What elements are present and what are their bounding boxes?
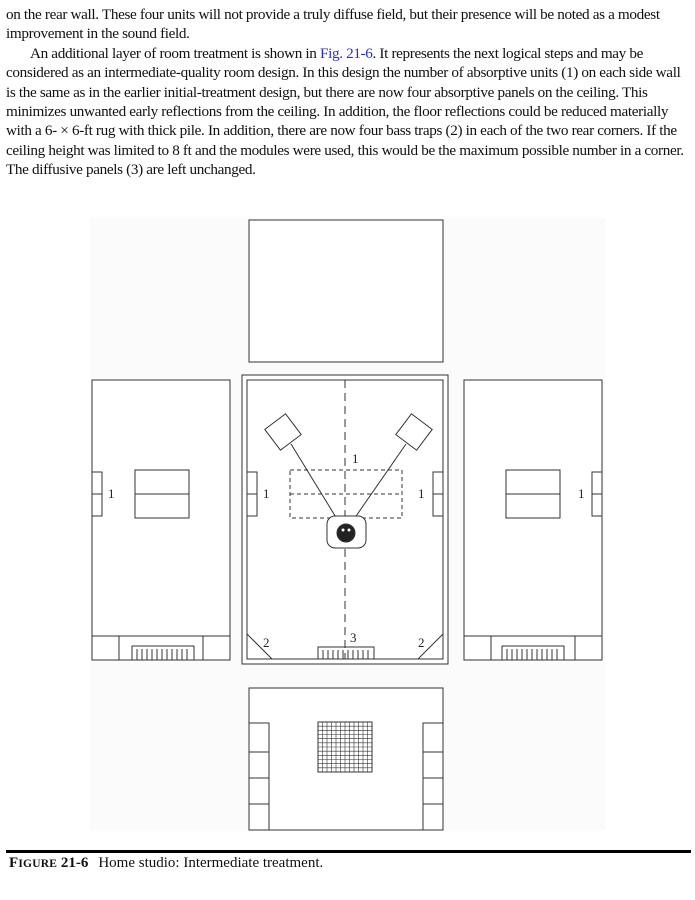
figure-caption — [9, 854, 323, 873]
left-bass-trap-label-2: 2 — [263, 635, 270, 650]
body-text — [6, 5, 691, 180]
floor-plan — [242, 375, 448, 664]
listener-head — [337, 524, 355, 542]
left-wall — [92, 380, 230, 660]
caption-label — [9, 855, 57, 871]
caption-label-first: F — [9, 855, 19, 871]
right-bass-trap-label-2: 2 — [418, 635, 425, 650]
right-wall-label-1: 1 — [578, 486, 585, 501]
paragraph-2-intro: An additional layer of room treatment is shown in — [30, 44, 320, 62]
caption-rule — [6, 850, 691, 853]
centerline-label-1: 1 — [352, 451, 359, 466]
paragraph-1: on the rear wall. These four units will not provide a truly diffuse field, but their presence will be noted as a modest improvement in the sound field. — [6, 6, 660, 43]
paragraph-2-body: . It represents the next logical steps and may be considered as an intermediate-quality room design. In this design the number of absorptive units (1) on each side wall is the same as in the earlier initial-treatment design, but there are now four absorptive panels on the ceiling. This minimizes unwanted early reflections from the ceiling. In addition, the floor reflections could be reduced materially with a 6- × 6-ft rug with thick pile. In addition, there are now four bass traps (2) in each of the two rear corners. If the ceiling height was limited to 8 ft and the modules were used, this would be the maximum possible number in a corner. The diffusive panels (3) are left unchanged. — [6, 44, 684, 179]
figure-link[interactable]: Fig. 21-6 — [319, 44, 373, 62]
front-wall-panel — [249, 220, 443, 362]
paragraph-2 — [6, 44, 691, 180]
room-plan-figure — [0, 215, 695, 845]
caption-number: 21-6 — [60, 855, 89, 871]
floor-left-label-1: 1 — [263, 486, 270, 501]
floor-right-label-1: 1 — [418, 486, 425, 501]
rear-diffuser-label-3: 3 — [350, 630, 357, 645]
left-wall-label-1: 1 — [108, 486, 115, 501]
right-wall — [464, 380, 602, 660]
ceiling-panel-view — [249, 688, 443, 830]
caption-label-rest: IGURE — [18, 858, 58, 870]
caption-text: Home studio: Intermediate treatment. — [98, 855, 324, 871]
